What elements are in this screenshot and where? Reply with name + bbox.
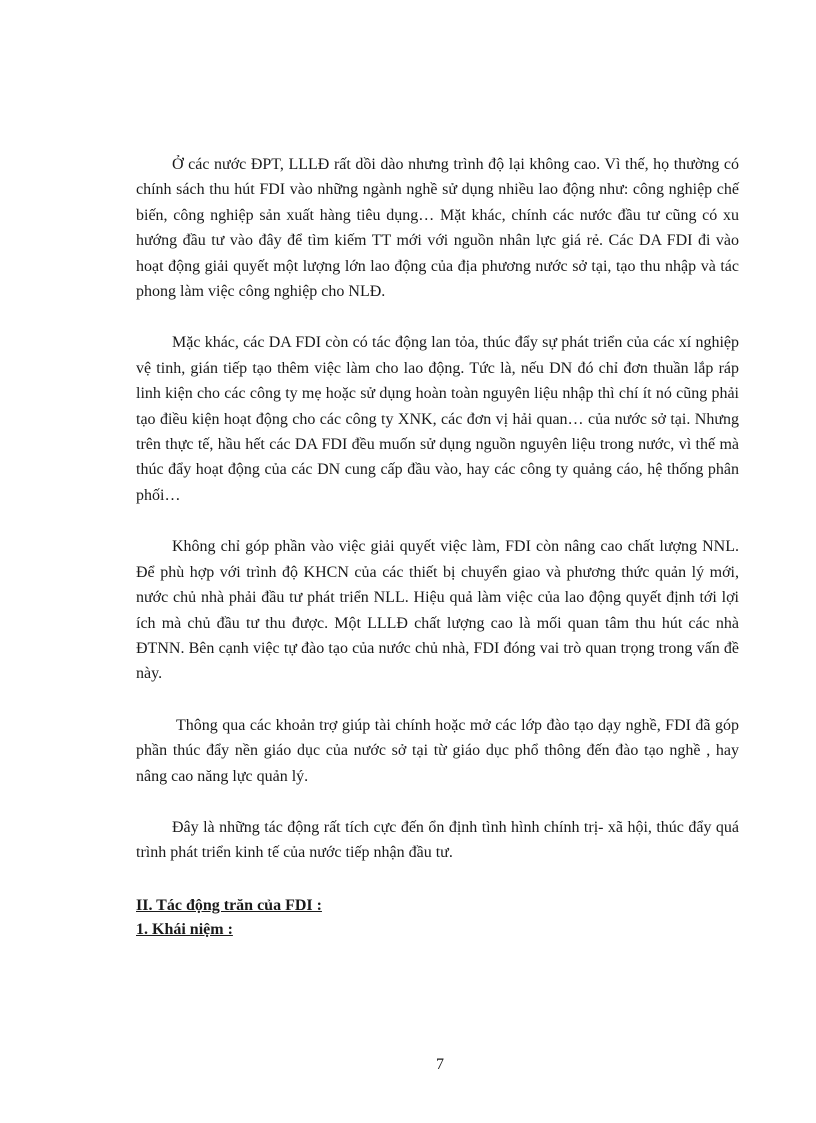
- paragraph-labor-force: Ở các nước ĐPT, LLLĐ rất dồi dào nhưng trình độ lại không cao. Vì thế, họ thường có chính sách thu hút FDI vào những ngành nghề sử dụng nhiều lao động như: công nghiệp chế biến, công nghiệp sản xuất hàng tiêu dụng… Mặt khác, chính các nước đầu tư cũng có xu hướng đầu tư vào đây để tìm kiếm TT mới với nguồn nhân lực giá rẻ. Các DA FDI đi vào hoạt động giải quyết một lượng lớn lao động của địa phương nước sở tại, tạo thu nhập và tác phong làm việc công nghiệp cho NLĐ.: [136, 156, 739, 301]
- paragraph-training-support: Thông qua các khoản trợ giúp tài chính hoặc mở các lớp đào tạo dạy nghề, FDI đã góp phần thúc đẩy nền giáo dục của nước sở tại từ giáo dục phổ thông đến đào tạo nghề , hay nâng cao năng lực quản lý.: [136, 716, 739, 785]
- page-number: 7: [436, 1056, 444, 1073]
- paragraph-labor-quality: Không chỉ góp phần vào việc giải quyết việc làm, FDI còn nâng cao chất lượng NNL. Để phù hợp với trình độ KHCN của các thiết bị chuyển giao và phương thức quản lý mới, nước chủ nhà phải đầu tư phát triển NLL. Hiệu quả làm việc của lao động quyết định tới lợi ích mà chủ đầu tư thu được. Một LLLĐ chất lượng cao là mối quan tâm thu hút các nhà ĐTNN. Bên cạnh việc tự đào tạo của nước chủ nhà, FDI đóng vai trò quan trọng trong vấn đề này.: [136, 538, 739, 683]
- section-heading: II. Tác động trăn của FDI :: [136, 896, 322, 914]
- paragraph-positive-impact: Đây là những tác động rất tích cực đến ổn định tình hình chính trị- xã hội, thúc đẩy quá trình phát triển kinh tế của nước tiếp nhận đầu tư.: [136, 818, 739, 862]
- document-body: [136, 152, 739, 942]
- subsection-heading: 1. Khái niệm :: [136, 920, 233, 938]
- paragraph-spillover-effect: Mặc khác, các DA FDI còn có tác động lan tỏa, thúc đẩy sự phát triển của các xí nghiệp vệ tinh, gián tiếp tạo thêm việc làm cho lao động. Tức là, nếu DN đó chỉ đơn thuần lắp ráp linh kiện cho các công ty mẹ hoặc sử dụng hoàn toàn nguyên liệu nhập thì chí ít nó cũng phải tạo điều kiện hoạt động cho các công ty XNK, các đơn vị hải quan… của nước sở tại. Nhưng trên thực tế, hầu hết các DA FDI đều muốn sử dụng nguồn nguyên liệu trong nước, vì thế mà thúc đẩy hoạt động của các DN cung cấp đầu vào, hay các công ty quảng cáo, hệ thống phân phối…: [136, 334, 739, 504]
